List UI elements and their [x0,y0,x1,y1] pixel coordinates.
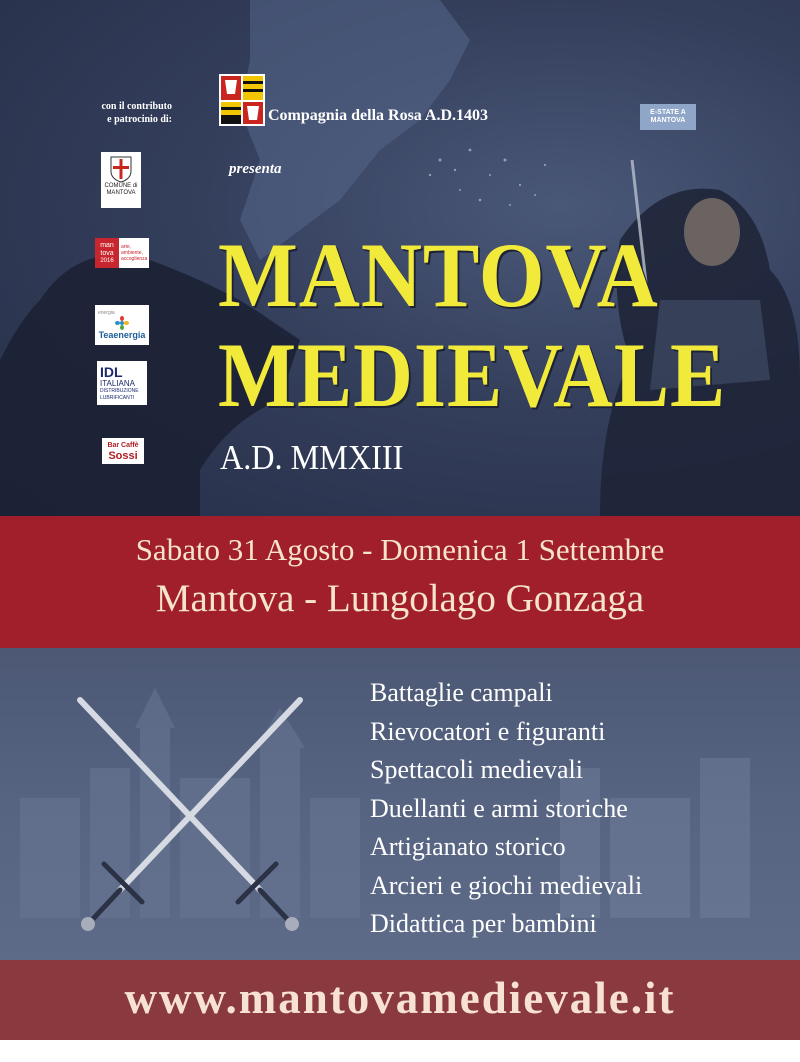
comune-mantova-logo [101,152,141,208]
mantova-2016-logo [95,238,149,268]
idl-line2: DISTRIBUZIONE [100,387,139,394]
idl-italiana-logo [97,361,147,405]
idl-line1: ITALIANA [100,378,135,388]
bar-sossi-logo [102,438,144,464]
list-item: Battaglie campali [370,678,553,707]
title-line1: MANTOVA [218,224,659,326]
tea-energia-brand: Teaenergia [98,330,146,340]
idl-line3: LUBRIFICANTI [100,394,135,401]
activities-list [370,674,642,944]
list-item: Rievocatori e figuranti [370,716,606,746]
list-item: Arcieri e giochi medievali [370,870,643,900]
mantova-2016-year: 2016 [100,257,114,264]
sponsors-heading-line2: e patrocinio di: [107,114,172,125]
list-item: Artigianato storico [370,832,566,861]
comune-crest-icon [109,155,133,183]
tea-energia-logo [95,305,149,345]
presenta-label: presenta [229,161,282,177]
crossed-swords-icon [60,690,320,940]
tea-energia-small: energia [98,310,115,316]
idl-brand: IDL [100,363,123,380]
estate-mantova-logo [640,104,696,130]
list-item: Didattica per bambini [370,909,597,938]
mantova-2016-block [95,238,119,268]
bar-sossi-line1: Bar Caffè [107,441,139,449]
list-item: Spettacoli medievali [370,755,583,784]
organizer-name: Compagnia della Rosa A.D.1403 [268,107,489,124]
sponsors-heading-line1: con il contributo [101,101,172,112]
website-url: www.mantovamedievale.it [124,973,676,1023]
tea-flower-icon [114,316,130,330]
mantova-2016-tagline: arte, ambiente, accoglienza [121,244,148,262]
mantova-2016-brand: man tova [100,241,114,257]
event-location: Mantova - Lungolago Gonzaga [155,577,645,620]
list-item: Duellanti e armi storiche [370,793,628,823]
sponsors-heading [72,100,172,126]
title-line2: MEDIEVALE [218,324,727,426]
year-label: A.D. MMXIII [220,438,404,477]
page-trim [0,1040,800,1062]
comune-mantova-text: COMUNE di MANTOVA [104,183,138,196]
bar-sossi-line2: Sossi [108,449,138,462]
estate-mantova-text: E-STATE A MANTOVA [650,109,686,124]
event-dates: Sabato 31 Agosto - Domenica 1 Settembre [135,532,665,567]
company-crest-icon [219,74,265,126]
